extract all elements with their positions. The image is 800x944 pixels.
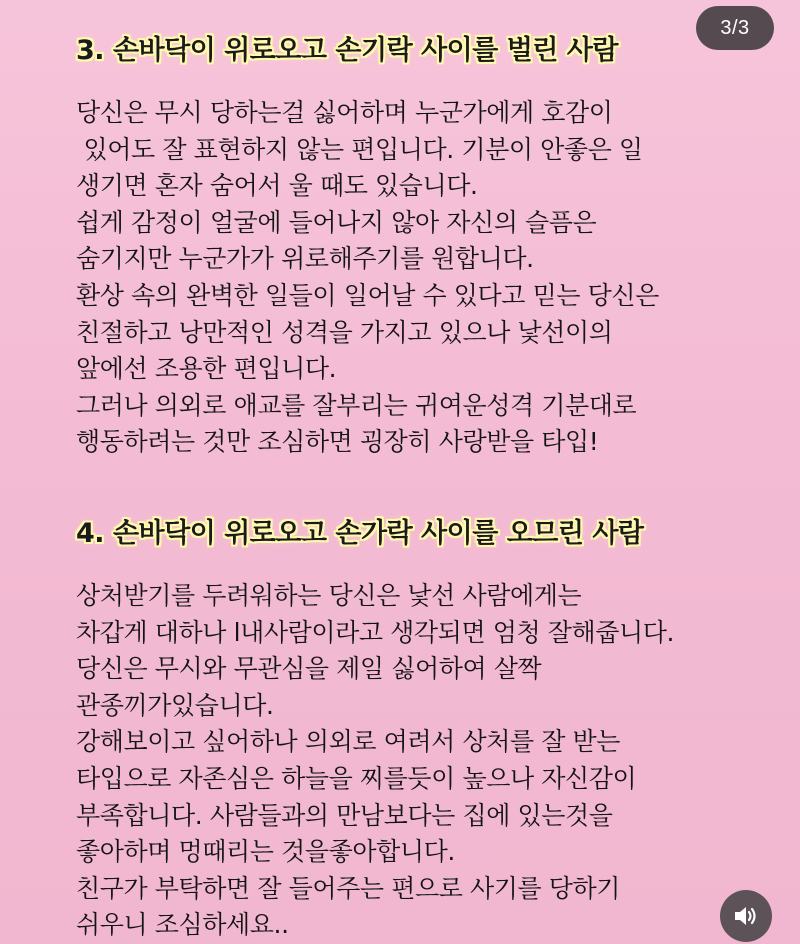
page-indicator-label: 3/3 xyxy=(720,16,750,39)
body-line: 앞에선 조용한 편입니다. xyxy=(76,354,337,384)
body-line: 행동하려는 것만 조심하면 굉장히 사랑받을 타입! xyxy=(76,427,599,457)
body-line: 당신은 무시 당하는걸 싫어하며 누군가에게 호감이 xyxy=(76,98,613,127)
body-line: 있어도 잘 표현하지 않는 편입니다. 기분이 안좋은 일 xyxy=(76,134,643,164)
body-line: 생기면 혼자 숨어서 울 때도 있습니다. xyxy=(76,171,478,201)
section-4-heading: 4. 손바닥이 위로오고 손가락 사이를 오므린 사람 xyxy=(76,518,644,549)
body-line: 친절하고 낭만적인 성격을 가지고 있으나 낯선이의 xyxy=(76,317,613,347)
body-line: 부족합니다. 사람들과의 만남보다는 집에 있는것을 xyxy=(76,800,613,830)
body-line: 강해보이고 싶어하나 의외로 여려서 상처를 잘 받는 xyxy=(76,727,621,757)
body-line: 좋아하며 멍때리는 것을좋아합니다. xyxy=(76,837,455,867)
body-line: 쉽게 감정이 얼굴에 들어나지 않아 자신의 슬픔은 xyxy=(76,207,597,237)
body-line: 관종끼가있습니다. xyxy=(76,690,274,720)
body-line: 친구가 부탁하면 잘 들어주는 편으로 사기를 당하기 xyxy=(76,873,621,903)
body-line: 차갑게 대하나 l내사람이라고 생각되면 엄청 잘해줍니다. xyxy=(76,617,675,647)
body-line: 타입으로 자존심은 하늘을 찌를듯이 높으나 자신감이 xyxy=(76,763,637,793)
body-line: 환상 속의 완벽한 일들이 일어날 수 있다고 믿는 당신은 xyxy=(76,280,659,310)
body-line: 숨기지만 누군가가 위로해주기를 원합니다. xyxy=(76,244,534,274)
section-3-body xyxy=(76,95,766,461)
section-3-heading: 3. 손바닥이 위로오고 손기락 사이를 벌린 사람 xyxy=(76,35,618,66)
speaker-icon xyxy=(733,904,759,928)
body-line: 상처받기를 두려워하는 당신은 낯선 사람에게는 xyxy=(76,581,582,610)
body-line: 쉬우니 조심하세요.. xyxy=(76,910,289,940)
body-line: 당신은 무시와 무관심을 제일 싫어하여 살짝 xyxy=(76,654,542,684)
section-4-body xyxy=(76,578,766,944)
sound-toggle-button[interactable] xyxy=(720,890,772,942)
page-indicator xyxy=(696,6,774,50)
body-line: 그러나 의외로 애교를 잘부리는 귀여운성격 기분대로 xyxy=(76,390,637,420)
